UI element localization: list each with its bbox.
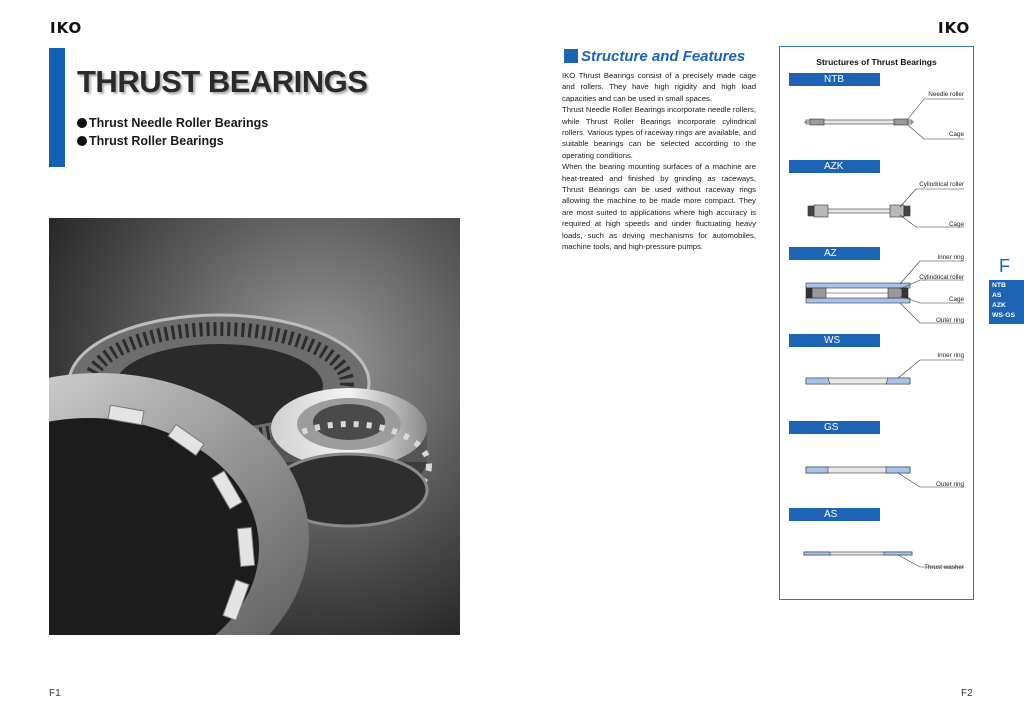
iko-logo-left: IKO: [50, 19, 83, 37]
tab-item-as[interactable]: AS: [992, 292, 1002, 299]
body-text: [562, 70, 756, 253]
type-label-azk: AZK: [789, 160, 880, 173]
label-cage: Cage: [948, 296, 964, 303]
section-heading: [564, 48, 745, 65]
sub-item-label: Thrust Needle Roller Bearings: [89, 116, 269, 130]
sub-item-needle: [77, 116, 268, 130]
section-heading-text: Structure and Features: [581, 48, 746, 65]
iko-logo-right: IKO: [938, 19, 971, 37]
page-title: THRUST BEARINGS: [77, 64, 368, 99]
label-outer-ring: Outer ring: [936, 481, 964, 488]
heading-square-icon: [564, 49, 578, 63]
type-label-as: AS: [789, 508, 880, 521]
structures-panel: [779, 46, 974, 600]
label-inner-ring: Inner ring: [937, 352, 964, 359]
paragraph: Thrust Needle Roller Bearings incorporate needle rollers, while Thrust Roller Bearings incorporate cylindrical rollers. Various types of raceway rings are available, and suitable bearings can be selected according to the operating conditions.: [562, 105, 756, 160]
label-thrust-washer: Thrust washer: [924, 564, 964, 571]
label-cage: Cage: [948, 221, 964, 228]
label-inner-ring: Inner ring: [937, 254, 964, 261]
type-label-ntb: NTB: [789, 73, 880, 86]
az-diagram: [806, 261, 964, 323]
label-cylindrical-roller: Cylindrical roller: [919, 274, 964, 281]
type-label-ws: WS: [789, 334, 880, 347]
type-label-gs: GS: [789, 421, 880, 434]
sub-item-roller: [77, 134, 224, 148]
tab-item-ws-gs[interactable]: WS·GS: [992, 312, 1016, 319]
label-cage: Cage: [948, 131, 964, 138]
section-letter: F: [999, 256, 1010, 276]
bullet-icon: [77, 136, 87, 146]
product-photo: [49, 218, 460, 635]
label-outer-ring: Outer ring: [936, 317, 964, 324]
ws-diagram: [806, 360, 964, 384]
label-needle-roller: Needle roller: [928, 91, 964, 98]
sub-item-label: Thrust Roller Bearings: [89, 134, 224, 148]
label-cylindrical-roller: Cylindrical roller: [919, 181, 964, 188]
page-number-left: F1: [49, 688, 61, 699]
page-number-right: F2: [961, 688, 973, 699]
tab-item-ntb[interactable]: NTB: [992, 282, 1006, 289]
structures-title: Structures of Thrust Bearings: [816, 57, 937, 67]
paragraph: When the bearing mounting surfaces of a machine are heat-treated and finished by grinding as raceways, Thrust Bearings can be used without raceway rings allowing the machine to be made more compact. They are most suited to applications where high accuracy is required at high speeds and under fluctuating heavy loads, such as driving mechanisms for automobiles, machine tools, and high-pressure pumps.: [562, 162, 756, 252]
bullet-icon: [77, 118, 87, 128]
type-label-az: AZ: [789, 247, 880, 260]
title-accent-bar: [49, 48, 65, 167]
tab-item-azk[interactable]: AZK: [992, 302, 1006, 309]
paragraph: IKO Thrust Bearings consist of a precisely made cage and rollers. They have high rigidity and high load capacities and can be used in small spaces.: [562, 71, 756, 103]
